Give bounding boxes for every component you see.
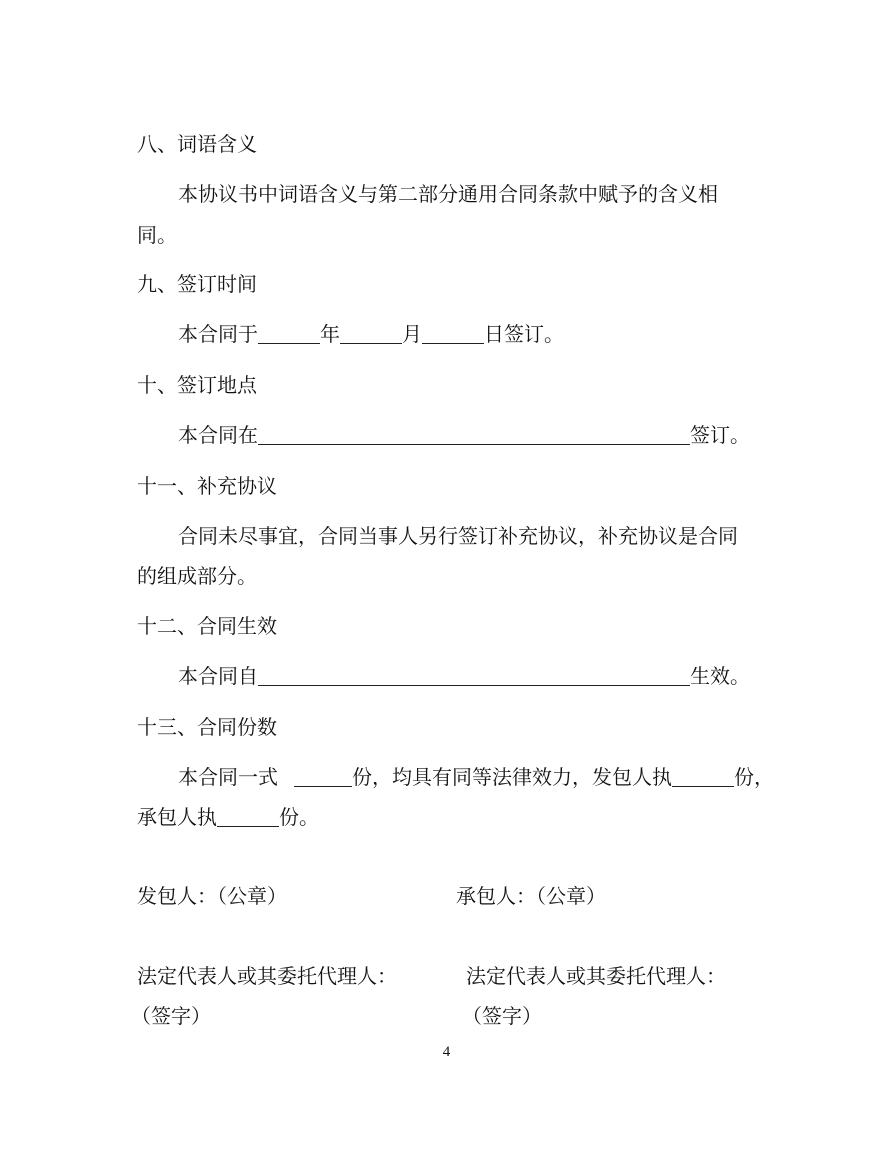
section-13-body-line2 [137, 804, 319, 830]
section-13-heading: 十三、合同份数 [137, 715, 277, 739]
contractor-copies-prefix: 承包人执 [137, 805, 217, 829]
contractor-representative-label: 法定代表人或其委托代理人： [466, 964, 726, 988]
employer-representative-label: 法定代表人或其委托代理人： [137, 964, 397, 988]
copies-prefix: 本合同一式 [178, 765, 278, 789]
day-blank[interactable] [422, 323, 484, 344]
year-label: 年 [320, 322, 340, 346]
employer-copies-blank[interactable] [672, 766, 734, 787]
year-blank[interactable] [258, 323, 320, 344]
total-copies-blank[interactable] [294, 766, 352, 787]
contractor-seal-label: 承包人：（公章） [456, 884, 606, 908]
page-number: 4 [442, 1044, 451, 1060]
month-label: 月 [402, 322, 422, 346]
section-11-heading: 十一、补充协议 [137, 474, 277, 498]
section-8-heading: 八、词语含义 [137, 132, 257, 156]
signing-date-prefix: 本合同于 [178, 322, 258, 346]
section-8-body-line1: 本协议书中词语含义与第二部分通用合同条款中赋予的含义相 [178, 182, 718, 206]
section-13-body-line1 [178, 764, 774, 790]
signing-place-prefix: 本合同在 [178, 423, 258, 447]
copies-middle: 份，均具有同等法律效力，发包人执 [352, 765, 672, 789]
contractor-signature-label: （签字） [462, 1004, 542, 1028]
contractor-copies-blank[interactable] [217, 806, 279, 827]
signing-place-suffix: 签订。 [690, 423, 750, 447]
section-12-body [178, 663, 750, 689]
employer-seal-label: 发包人：（公章） [137, 884, 287, 908]
section-10-heading: 十、签订地点 [137, 373, 257, 397]
signing-place-blank[interactable] [258, 424, 690, 445]
effective-condition-blank[interactable] [258, 665, 690, 686]
month-blank[interactable] [340, 323, 402, 344]
section-8-body-line2: 同。 [137, 223, 177, 247]
section-12-heading: 十二、合同生效 [137, 614, 277, 638]
section-9-body [178, 321, 564, 347]
section-11-body-line1: 合同未尽事宜，合同当事人另行签订补充协议，补充协议是合同 [178, 524, 738, 548]
employer-signature-label: （签字） [131, 1004, 211, 1028]
section-9-heading: 九、签订时间 [137, 272, 257, 296]
contractor-copies-suffix: 份。 [279, 805, 319, 829]
effective-suffix: 生效。 [690, 664, 750, 688]
effective-prefix: 本合同自 [178, 664, 258, 688]
section-11-body-line2: 的组成部分。 [137, 564, 257, 588]
section-10-body [178, 422, 750, 448]
copies-unit: 份， [734, 765, 774, 789]
day-label: 日签订。 [484, 322, 564, 346]
